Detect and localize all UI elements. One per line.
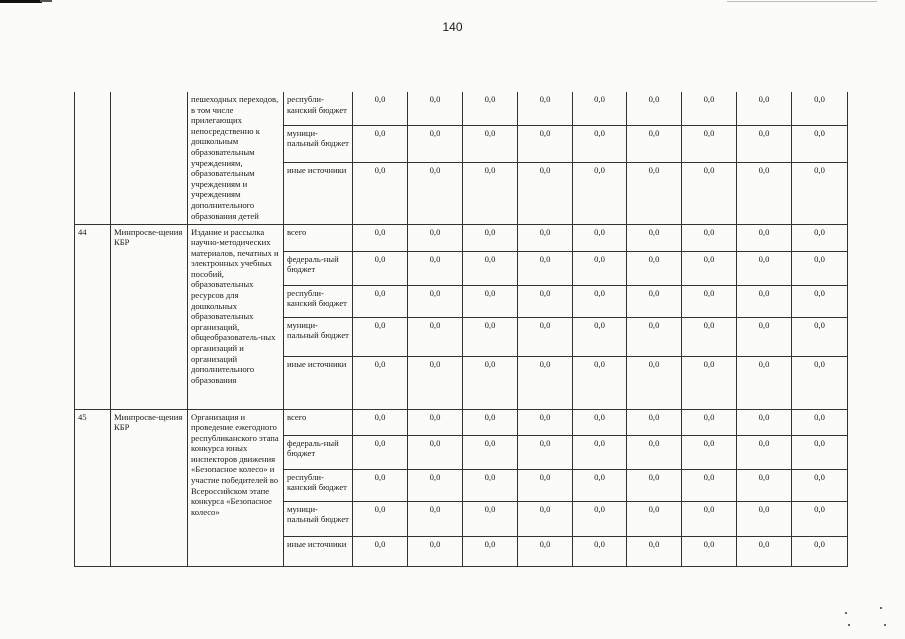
value-text: 0,0 (814, 287, 825, 298)
value-text: 0,0 (429, 253, 441, 264)
value-cell (792, 125, 848, 162)
value-text: 0,0 (648, 287, 660, 298)
value-cell (792, 501, 848, 536)
table-row (75, 92, 848, 125)
funding-source-cell: всего (284, 224, 353, 251)
value-cell (792, 224, 848, 251)
value-cell (682, 125, 737, 162)
value-text: 0,0 (539, 437, 551, 448)
value-cell (408, 409, 463, 435)
value-cell (518, 92, 573, 125)
value-cell (463, 162, 518, 224)
value-cell (737, 501, 792, 536)
budget-table-body (75, 92, 848, 566)
value-text: 0,0 (703, 411, 715, 422)
value-text: 0,0 (374, 94, 386, 104)
value-text: 0,0 (429, 127, 441, 138)
scan-speck (884, 624, 886, 626)
value-text: 0,0 (484, 503, 496, 514)
funding-source-cell: республи-канский бюджет (284, 285, 353, 317)
value-cell (682, 224, 737, 251)
value-cell (792, 356, 848, 409)
value-cell (353, 435, 408, 469)
value-text: 0,0 (814, 253, 825, 264)
value-cell (792, 162, 848, 224)
value-text: 0,0 (484, 358, 496, 369)
value-cell (463, 317, 518, 356)
value-text: 0,0 (648, 538, 660, 549)
value-cell (518, 125, 573, 162)
funding-source-cell: муници-пальный бюджет (284, 317, 353, 356)
row-number-cell (75, 92, 111, 224)
value-text: 0,0 (703, 358, 715, 369)
value-text: 0,0 (539, 253, 551, 264)
value-text: 0,0 (648, 358, 660, 369)
value-cell (573, 285, 627, 317)
value-cell (627, 435, 682, 469)
value-text: 0,0 (648, 319, 660, 330)
value-cell (682, 536, 737, 566)
value-cell (737, 285, 792, 317)
value-cell (518, 356, 573, 409)
value-text: 0,0 (594, 538, 605, 549)
value-text: 0,0 (539, 358, 551, 369)
scan-speck (880, 607, 882, 609)
value-cell (737, 125, 792, 162)
value-text: 0,0 (758, 319, 770, 330)
value-text: 0,0 (594, 253, 605, 264)
value-text: 0,0 (703, 226, 715, 237)
value-text: 0,0 (594, 319, 605, 330)
executor-cell: Минпросве-щения КБР (111, 409, 188, 566)
value-cell (792, 536, 848, 566)
value-cell (627, 162, 682, 224)
value-text: 0,0 (648, 437, 660, 448)
value-cell (627, 409, 682, 435)
value-cell (353, 251, 408, 285)
value-cell (573, 469, 627, 501)
value-cell (518, 317, 573, 356)
value-cell (682, 317, 737, 356)
value-cell (518, 251, 573, 285)
value-cell (518, 162, 573, 224)
value-cell (627, 92, 682, 125)
value-cell (627, 251, 682, 285)
value-cell (408, 251, 463, 285)
value-cell (682, 356, 737, 409)
value-cell (627, 501, 682, 536)
value-text: 0,0 (703, 287, 715, 298)
value-cell (682, 501, 737, 536)
value-cell (792, 251, 848, 285)
value-text: 0,0 (429, 226, 441, 237)
value-text: 0,0 (758, 358, 770, 369)
value-cell (353, 162, 408, 224)
value-text: 0,0 (648, 411, 660, 422)
value-cell (353, 92, 408, 125)
value-cell (463, 251, 518, 285)
scan-corner-mark-tail (40, 0, 52, 2)
value-text: 0,0 (539, 164, 551, 175)
value-text: 0,0 (484, 287, 496, 298)
value-cell (353, 317, 408, 356)
value-text: 0,0 (484, 471, 496, 482)
executor-cell (111, 92, 188, 224)
value-cell (408, 501, 463, 536)
value-cell (737, 469, 792, 501)
value-cell (737, 92, 792, 125)
measure-cell: пешеходных переходов, в том числе прилегающих непосредственно к дошкольным образовательным учреждениям, образовательным учреждениям и учреждениям дополнительного образования детей (188, 92, 284, 224)
value-cell (463, 409, 518, 435)
value-cell (627, 285, 682, 317)
value-text: 0,0 (814, 127, 825, 138)
value-cell (463, 125, 518, 162)
value-text: 0,0 (594, 226, 605, 237)
value-text: 0,0 (758, 164, 770, 175)
value-cell (518, 536, 573, 566)
funding-source-cell: иные источники (284, 356, 353, 409)
scan-corner-mark (0, 0, 42, 3)
value-text: 0,0 (374, 319, 386, 330)
value-text: 0,0 (758, 127, 770, 138)
value-text: 0,0 (814, 538, 825, 549)
value-text: 0,0 (703, 503, 715, 514)
value-cell (627, 536, 682, 566)
value-cell (573, 501, 627, 536)
value-text: 0,0 (703, 164, 715, 175)
value-cell (353, 285, 408, 317)
value-text: 0,0 (758, 253, 770, 264)
value-text: 0,0 (814, 226, 825, 237)
table-row (75, 224, 848, 251)
value-cell (353, 125, 408, 162)
value-text: 0,0 (429, 358, 441, 369)
value-cell (682, 435, 737, 469)
value-text: 0,0 (374, 226, 386, 237)
value-cell (627, 469, 682, 501)
page-number: 140 (442, 20, 463, 34)
funding-source-cell: иные источники (284, 536, 353, 566)
value-text: 0,0 (374, 164, 386, 175)
value-text: 0,0 (539, 94, 551, 104)
scan-top-rule (727, 1, 877, 2)
value-text: 0,0 (648, 503, 660, 514)
value-text: 0,0 (814, 411, 825, 422)
value-cell (518, 285, 573, 317)
value-cell (792, 285, 848, 317)
value-text: 0,0 (648, 94, 660, 104)
value-cell (353, 501, 408, 536)
value-cell (353, 469, 408, 501)
value-text: 0,0 (539, 319, 551, 330)
value-cell (408, 285, 463, 317)
value-text: 0,0 (594, 471, 605, 482)
value-cell (408, 162, 463, 224)
value-text: 0,0 (648, 164, 660, 175)
value-cell (573, 356, 627, 409)
value-cell (463, 536, 518, 566)
value-text: 0,0 (539, 127, 551, 138)
value-cell (463, 469, 518, 501)
value-text: 0,0 (758, 226, 770, 237)
value-text: 0,0 (594, 503, 605, 514)
value-text: 0,0 (703, 127, 715, 138)
value-text: 0,0 (758, 437, 770, 448)
value-cell (408, 317, 463, 356)
value-cell (463, 285, 518, 317)
value-text: 0,0 (814, 358, 825, 369)
value-cell (463, 435, 518, 469)
value-cell (518, 409, 573, 435)
value-text: 0,0 (484, 253, 496, 264)
value-text: 0,0 (703, 471, 715, 482)
value-text: 0,0 (539, 411, 551, 422)
value-text: 0,0 (429, 411, 441, 422)
value-text: 0,0 (484, 127, 496, 138)
value-text: 0,0 (594, 287, 605, 298)
value-text: 0,0 (429, 471, 441, 482)
value-cell (627, 125, 682, 162)
value-text: 0,0 (648, 226, 660, 237)
value-cell (408, 435, 463, 469)
funding-source-cell: муници-пальный бюджет (284, 501, 353, 536)
value-cell (408, 536, 463, 566)
value-cell (792, 435, 848, 469)
value-text: 0,0 (374, 411, 386, 422)
value-text: 0,0 (429, 164, 441, 175)
value-cell (463, 224, 518, 251)
value-text: 0,0 (758, 411, 770, 422)
value-cell (353, 224, 408, 251)
funding-source-cell: федераль-ный бюджет (284, 251, 353, 285)
value-text: 0,0 (374, 437, 386, 448)
value-text: 0,0 (539, 503, 551, 514)
value-cell (627, 224, 682, 251)
funding-source-cell: иные источники (284, 162, 353, 224)
value-cell (737, 224, 792, 251)
value-text: 0,0 (648, 471, 660, 482)
value-text: 0,0 (429, 94, 441, 104)
value-text: 0,0 (703, 253, 715, 264)
value-text: 0,0 (703, 437, 715, 448)
value-text: 0,0 (539, 287, 551, 298)
value-text: 0,0 (648, 253, 660, 264)
value-cell (573, 536, 627, 566)
executor-cell: Минпросве-щения КБР (111, 224, 188, 409)
budget-table (74, 92, 848, 567)
value-text: 0,0 (758, 471, 770, 482)
value-text: 0,0 (374, 253, 386, 264)
value-cell (737, 317, 792, 356)
value-text: 0,0 (814, 471, 825, 482)
value-text: 0,0 (484, 538, 496, 549)
funding-source-cell: федераль-ный бюджет (284, 435, 353, 469)
value-cell (573, 409, 627, 435)
value-text: 0,0 (539, 471, 551, 482)
value-text: 0,0 (374, 471, 386, 482)
value-cell (573, 317, 627, 356)
value-text: 0,0 (814, 94, 825, 104)
value-text: 0,0 (594, 437, 605, 448)
value-cell (573, 251, 627, 285)
measure-cell: Организация и проведение ежегодного республиканского этапа конкурса юных инспекторов движения «Безопасное колесо» и участие победителей во Всероссийском этапе конкурса «Безопасное колесо» (188, 409, 284, 566)
value-cell (408, 469, 463, 501)
value-cell (792, 469, 848, 501)
value-text: 0,0 (648, 127, 660, 138)
value-cell (627, 317, 682, 356)
value-cell (682, 285, 737, 317)
value-cell (737, 435, 792, 469)
value-text: 0,0 (814, 503, 825, 514)
value-cell (792, 317, 848, 356)
value-cell (737, 162, 792, 224)
value-text: 0,0 (758, 538, 770, 549)
table-row (75, 409, 848, 435)
value-text: 0,0 (703, 319, 715, 330)
value-cell (353, 356, 408, 409)
value-cell (737, 536, 792, 566)
value-cell (463, 501, 518, 536)
value-text: 0,0 (594, 127, 605, 138)
value-cell (737, 409, 792, 435)
value-cell (682, 162, 737, 224)
value-text: 0,0 (429, 287, 441, 298)
value-text: 0,0 (429, 503, 441, 514)
value-cell (353, 409, 408, 435)
value-cell (737, 356, 792, 409)
value-cell (627, 356, 682, 409)
value-cell (682, 92, 737, 125)
funding-source-cell: республи-канский бюджет (284, 469, 353, 501)
value-text: 0,0 (703, 538, 715, 549)
value-text: 0,0 (814, 319, 825, 330)
value-text: 0,0 (374, 287, 386, 298)
value-text: 0,0 (539, 226, 551, 237)
value-cell (573, 224, 627, 251)
value-cell (682, 469, 737, 501)
scan-speck (848, 624, 850, 626)
value-text: 0,0 (484, 164, 496, 175)
value-text: 0,0 (758, 94, 770, 104)
value-cell (682, 251, 737, 285)
value-text: 0,0 (594, 411, 605, 422)
measure-cell: Издание и рассылка научно-методических материалов, печатных и электронных учебных пособий, образовательных ресурсов для дошкольных образовательных организаций, общеобразователь-ных организаций и организаций дополнительного образования (188, 224, 284, 409)
value-cell (408, 224, 463, 251)
value-text: 0,0 (484, 94, 496, 104)
value-text: 0,0 (814, 164, 825, 175)
value-cell (408, 356, 463, 409)
value-cell (408, 92, 463, 125)
value-cell (463, 92, 518, 125)
value-cell (518, 224, 573, 251)
value-cell (573, 435, 627, 469)
row-number-cell: 45 (75, 409, 111, 566)
value-cell (792, 92, 848, 125)
value-text: 0,0 (539, 538, 551, 549)
funding-source-cell: республи-канский бюджет (284, 92, 353, 125)
value-text: 0,0 (374, 127, 386, 138)
value-text: 0,0 (703, 94, 715, 104)
value-text: 0,0 (484, 411, 496, 422)
value-cell (518, 435, 573, 469)
value-text: 0,0 (374, 503, 386, 514)
value-text: 0,0 (594, 358, 605, 369)
value-text: 0,0 (484, 437, 496, 448)
value-text: 0,0 (374, 358, 386, 369)
value-cell (463, 356, 518, 409)
value-cell (682, 409, 737, 435)
value-cell (353, 536, 408, 566)
value-text: 0,0 (429, 538, 441, 549)
funding-source-cell: всего (284, 409, 353, 435)
value-cell (573, 92, 627, 125)
value-text: 0,0 (484, 226, 496, 237)
value-text: 0,0 (594, 164, 605, 175)
value-text: 0,0 (758, 503, 770, 514)
value-text: 0,0 (814, 437, 825, 448)
value-cell (518, 501, 573, 536)
value-cell (408, 125, 463, 162)
value-text: 0,0 (758, 287, 770, 298)
value-text: 0,0 (429, 319, 441, 330)
value-cell (737, 251, 792, 285)
value-text: 0,0 (594, 94, 605, 104)
scan-speck (845, 612, 847, 614)
value-cell (573, 125, 627, 162)
value-cell (573, 162, 627, 224)
row-number-cell: 44 (75, 224, 111, 409)
value-text: 0,0 (374, 538, 386, 549)
value-cell (518, 469, 573, 501)
value-cell (792, 409, 848, 435)
funding-source-cell: муници-пальный бюджет (284, 125, 353, 162)
value-text: 0,0 (429, 437, 441, 448)
value-text: 0,0 (484, 319, 496, 330)
